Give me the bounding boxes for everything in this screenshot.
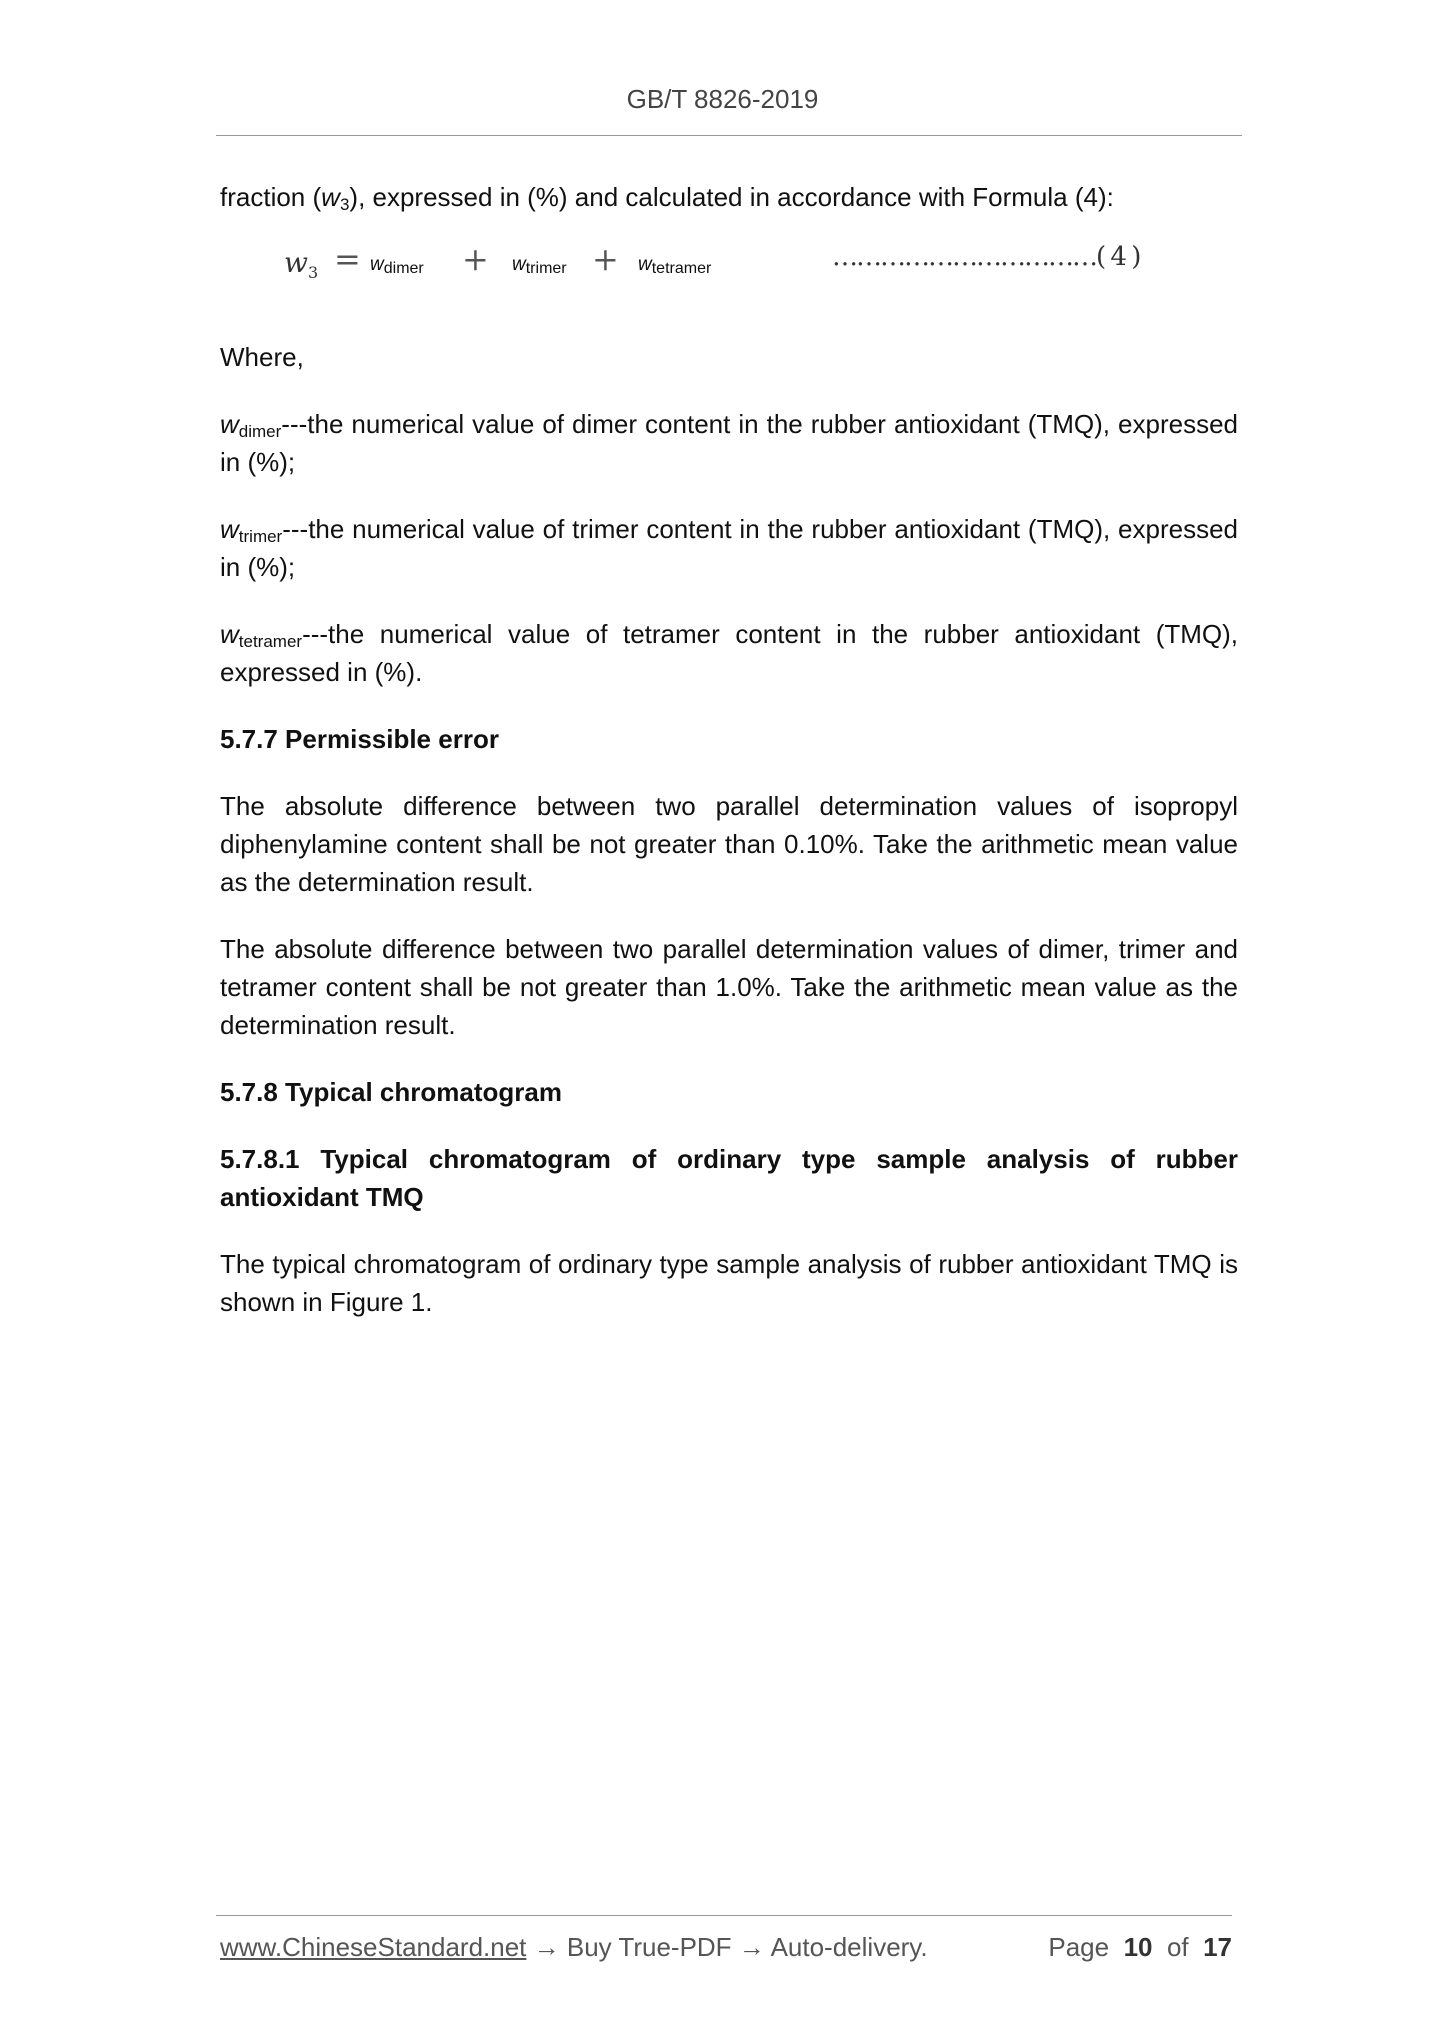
- formula-reference: ……………………………( 4 ): [832, 242, 1140, 272]
- term-tetramer: $w_{tetramer}$: [638, 254, 712, 277]
- page-content: [220, 178, 1238, 1350]
- formula-lhs: $w_3$: [284, 246, 319, 282]
- plus-sign: +: [592, 240, 619, 278]
- definition-dimer: $w_{dimer}--$-the numerical value of dimer content in the rubber antioxidant (TMQ), expressed in (%);: [220, 409, 1238, 477]
- page-indicator: Page 10 of 17: [1048, 1932, 1232, 1962]
- section-heading-577: 5.7.7 Permissible error: [220, 724, 499, 754]
- document-header: GB/T 8826-2019: [626, 84, 819, 114]
- plus-sign: +: [462, 240, 489, 278]
- permissible-error-para-1: The absolute difference between two parallel determination values of isopropyl diphenylamine content shall be not greater than 0.10%. Take the arithmetic mean value as the determination result.: [220, 791, 1238, 897]
- section-heading-578: 5.7.8 Typical chromatogram: [220, 1077, 562, 1107]
- page-footer: [220, 1932, 1232, 1963]
- equals-sign: =: [334, 240, 361, 278]
- footer-promo: → Buy True-PDF → Auto-delivery.: [526, 1932, 928, 1962]
- definition-trimer: $w_{trimer}--$-the numerical value of trimer content in the rubber antioxidant (TMQ), expressed in (%);: [220, 514, 1238, 582]
- formula-4: [220, 238, 1238, 298]
- term-trimer: $w_{trimer}$: [512, 254, 567, 277]
- definition-tetramer: $w_{tetramer}--$-the numerical value of tetramer content in the rubber antioxidant (TMQ), expressed in (%).: [220, 619, 1238, 687]
- website-link[interactable]: www.ChineseStandard.net: [220, 1932, 527, 1962]
- intro-paragraph: fraction $(w_3)$, expressed in (%) and calculated in accordance with Formula (4):: [220, 182, 1114, 214]
- section-heading-5781: 5.7.8.1 Typical chromatogram of ordinary type sample analysis of rubber antioxidant TMQ: [220, 1144, 1238, 1212]
- term-dimer: $w_{dimer}$: [370, 254, 424, 277]
- footer-divider: [216, 1915, 1232, 1916]
- permissible-error-para-2: The absolute difference between two parallel determination values of dimer, trimer and tetramer content shall be not greater than 1.0%. Take the arithmetic mean value as the determination result.: [220, 934, 1238, 1040]
- chromatogram-paragraph: The typical chromatogram of ordinary type sample analysis of rubber antioxidant TMQ is shown in Figure 1.: [220, 1249, 1238, 1317]
- header-divider: [216, 135, 1242, 136]
- where-label: Where,: [220, 342, 304, 372]
